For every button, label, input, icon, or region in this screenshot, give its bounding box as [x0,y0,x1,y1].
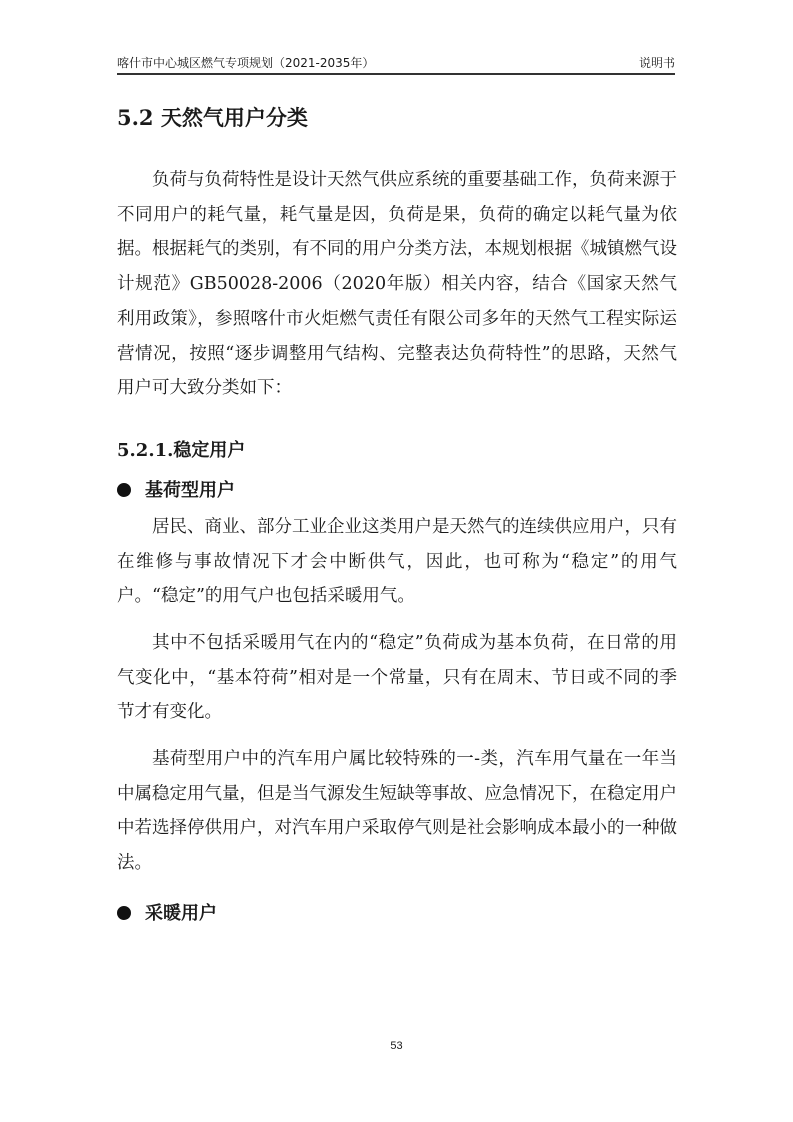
base-load-paragraph-2: 其中不包括采暖用气在内的“稳定”负荷成为基本负荷，在日常的用气变化中，“基本符荷”相对是一个常量，只有在周末、节日或不同的季节才有变化。 [117,633,677,723]
document-type-label: 说明书 [638,56,675,70]
intro-paragraph: 负荷与负荷特性是设计天然气供应系统的重要基础工作，负荷来源于不同用户的耗气量，耗气量是因，负荷是果，负荷的确定以耗气量为依据。根据耗气的类别，有不同的用户分类方法，本规划根据《城镇燃气设计规范》GB50028-2006（2020年版）相关内容，结合《国家天然气利用政策》，参照喀什市火炬燃气责任有限公司多年的天然气工程实际运营情况，按照“逐步调整用气结构、完整表达负荷特性”的思路，天然气用户可大致分类如下： [117,170,677,399]
bullet-dot-icon [117,906,131,920]
section-title: 5.2 天然气用户分类 [117,105,308,130]
bullet-heating-label: 采暖用户 [145,903,217,924]
bullet-dot-icon [117,483,131,497]
bullet-base-load-label: 基荷型用户 [145,480,235,501]
bullet-base-load [117,476,235,506]
header-divider [117,73,675,75]
bullet-heating [117,899,217,929]
base-load-paragraph-1: 居民、商业、部分工业企业这类用户是天然气的连续供应用户，只有在维修与事故情况下才会中断供气，因此，也可称为“稳定”的用气户。“稳定”的用气户也包括采暖用气。 [117,517,677,607]
page-number: 53 [390,1040,403,1052]
subsection-title: 5.2.1.稳定用户 [117,440,246,461]
document-title: 喀什市中心城区燃气专项规划（2021-2035年） [117,56,375,70]
page-header [117,52,675,74]
base-load-paragraph-3: 基荷型用户中的汽车用户属比较特殊的一-类，汽车用气量在一年当中属稳定用气量，但是当气源发生短缺等事故、应急情况下，在稳定用户中若选择停供用户，对汽车用户采取停气则是社会影响成本最小的一种做法。 [117,749,677,874]
